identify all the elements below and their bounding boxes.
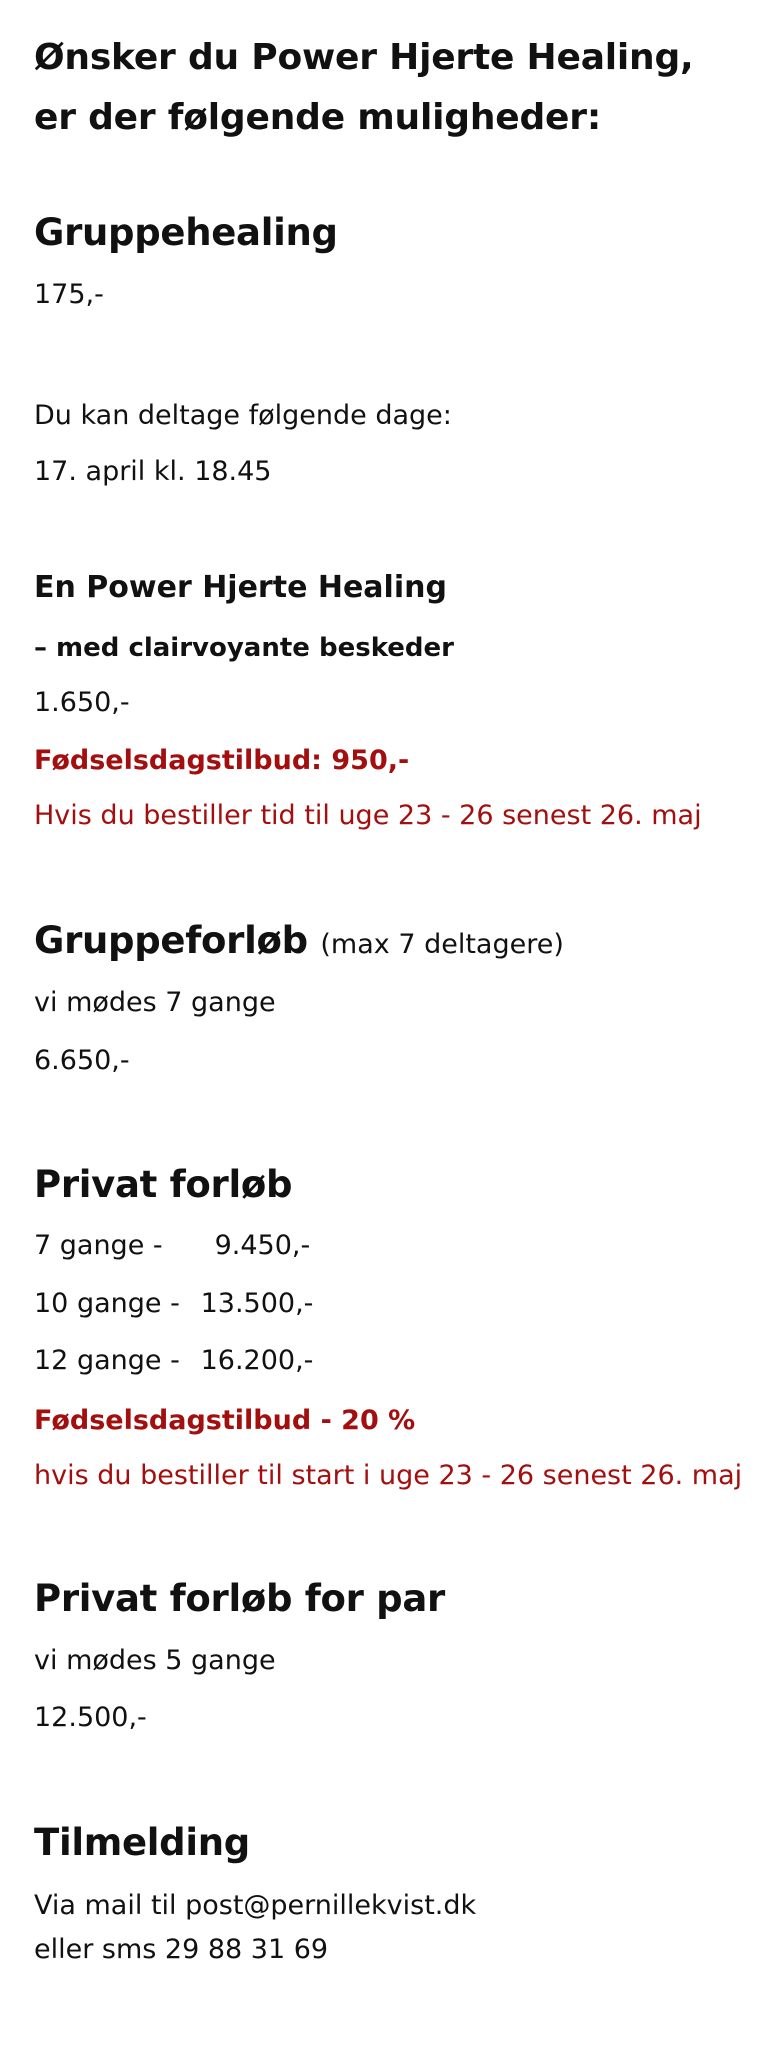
group-healing-price: 175,- xyxy=(34,279,104,310)
group-healing-title: Gruppehealing xyxy=(34,211,338,254)
couple-course-title: Privat forløb for par xyxy=(34,1577,445,1620)
group-course-heading xyxy=(34,918,564,968)
private-course-offer-terms: hvis du bestiller til start i uge 23 - 26 senest 26. maj xyxy=(34,1460,743,1491)
private-course-price: 13.500,- xyxy=(200,1288,314,1319)
couple-course-price: 12.500,- xyxy=(34,1702,147,1733)
registration-sms-text: eller sms 29 88 31 69 xyxy=(34,1934,329,1965)
private-course-option-12 xyxy=(34,1343,313,1379)
group-healing-days-intro: Du kan deltage følgende dage: xyxy=(34,400,452,431)
power-healing-birthday-offer: Fødselsdagstilbud: 950,- xyxy=(34,745,410,776)
group-course-meetings: vi mødes 7 gange xyxy=(34,987,276,1018)
private-course-option-7 xyxy=(34,1228,310,1264)
private-course-price: 9.450,- xyxy=(214,1230,311,1261)
private-course-sessions: 7 gange - xyxy=(34,1230,163,1261)
registration-title: Tilmelding xyxy=(34,1821,250,1864)
power-healing-offer-terms: Hvis du bestiller tid til uge 23 - 26 senest 26. maj xyxy=(34,800,702,831)
couple-course-meetings: vi mødes 5 gange xyxy=(34,1645,276,1676)
power-healing-subtitle: – med clairvoyante beskeder xyxy=(34,633,454,663)
private-course-option-10 xyxy=(34,1286,313,1322)
power-healing-title: En Power Hjerte Healing xyxy=(34,570,447,605)
group-course-price: 6.650,- xyxy=(34,1045,130,1076)
registration-mail-text: Via mail til post@pernillekvist.dk xyxy=(34,1890,477,1921)
private-course-birthday-offer: Fødselsdagstilbud - 20 % xyxy=(34,1405,416,1436)
private-course-price: 16.200,- xyxy=(200,1345,314,1376)
private-course-title: Privat forløb xyxy=(34,1163,293,1206)
group-course-capacity-note: (max 7 deltagere) xyxy=(320,929,564,960)
group-healing-date: 17. april kl. 18.45 xyxy=(34,456,272,487)
private-course-sessions: 12 gange - xyxy=(34,1345,180,1376)
group-course-title: Gruppeforløb xyxy=(34,919,308,962)
intro-heading: Ønsker du Power Hjerte Healing, er der følgende muligheder: xyxy=(34,37,694,138)
power-healing-price: 1.650,- xyxy=(34,687,130,718)
private-course-sessions: 10 gange - xyxy=(34,1288,180,1319)
